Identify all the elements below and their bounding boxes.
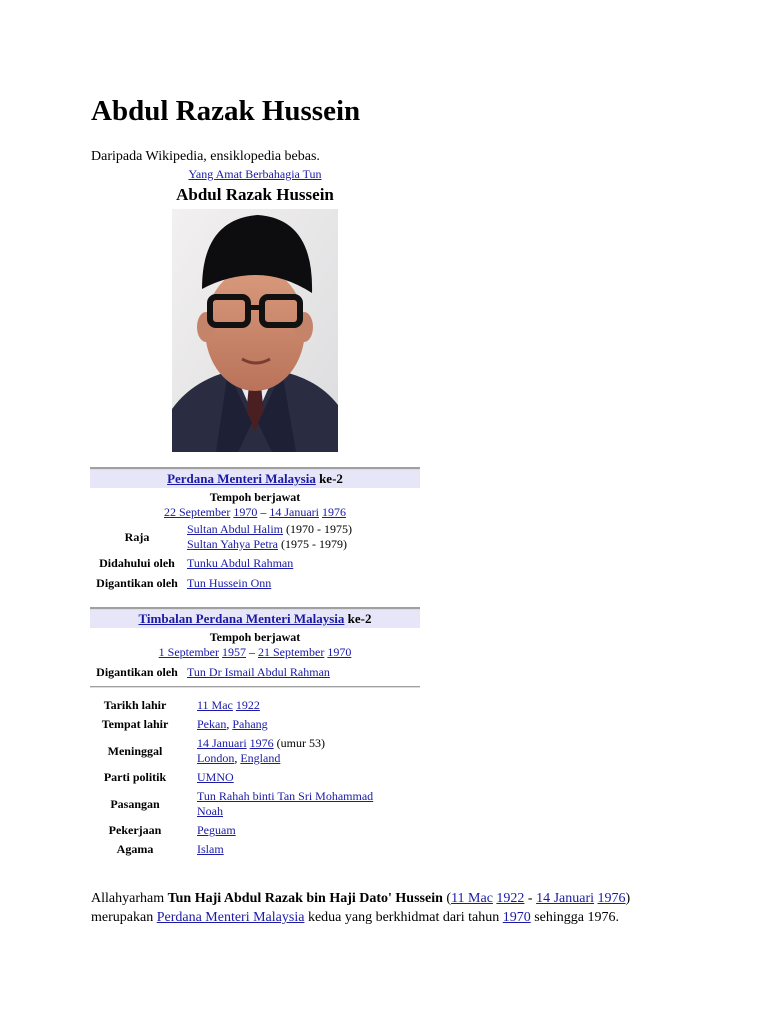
page-title: Abdul Razak Hussein — [91, 95, 361, 127]
raja-label: Raja — [124, 529, 150, 544]
infobox-name: Abdul Razak Hussein — [176, 185, 334, 204]
row-birthplace — [90, 717, 420, 732]
term-start-day-link[interactable]: 1 September — [158, 645, 219, 659]
term-label: Tempoh berjawat — [209, 630, 301, 644]
office-header-pm — [90, 470, 420, 488]
row-succeeded — [90, 576, 420, 591]
term-label: Tempoh berjawat — [209, 490, 301, 504]
preceded-link[interactable]: Tunku Abdul Rahman — [187, 556, 294, 570]
row-succeeded — [90, 665, 420, 680]
term-end-day-link[interactable]: 14 Januari — [269, 505, 319, 519]
intro-bold-name: Tun Haji Abdul Razak bin Haji Dato' Hussein — [167, 891, 443, 906]
intro-text: sehingga 1976. — [530, 910, 619, 925]
portrait-photo — [172, 209, 338, 452]
row-religion — [90, 842, 420, 857]
term-end-year-link[interactable]: 1970 — [327, 645, 352, 659]
intro-text: ) — [625, 891, 631, 906]
death-day-link[interactable]: 14 Januari — [197, 736, 247, 750]
row-birth — [90, 698, 420, 713]
office-ordinal: ke-2 — [319, 471, 343, 486]
intro-death-year-link[interactable]: 1976 — [597, 891, 626, 906]
intro-text: merupakan — [91, 910, 157, 925]
raja1-years: (1970 - 1975) — [286, 522, 352, 536]
intro-text: kedua yang berkhidmat dari tahun — [304, 910, 503, 925]
row-preceded — [90, 556, 420, 571]
row-death — [90, 736, 420, 766]
preceded-label: Didahului oleh — [99, 556, 175, 570]
term-end-day-link[interactable]: 21 September — [258, 645, 325, 659]
occupation-link[interactable]: Peguam — [197, 823, 236, 837]
birth-day-link[interactable]: 11 Mac — [197, 698, 233, 712]
term-start-year-link[interactable]: 1957 — [222, 645, 246, 659]
infobox — [90, 166, 420, 857]
intro-birth-year-link[interactable]: 1922 — [496, 891, 525, 906]
page-subtitle: Daripada Wikipedia, ensiklopedia bebas. — [91, 149, 320, 164]
office-link-pm[interactable]: Perdana Menteri Malaysia — [167, 471, 316, 486]
term-dates — [90, 505, 420, 520]
succeeded-link[interactable]: Tun Dr Ismail Abdul Rahman — [187, 665, 330, 679]
intro-pm-link[interactable]: Perdana Menteri Malaysia — [156, 910, 305, 925]
birthplace-state-link[interactable]: Pahang — [232, 717, 268, 731]
death-year-link[interactable]: 1976 — [249, 736, 274, 750]
religion-link[interactable]: Islam — [197, 842, 224, 856]
term-end-year-link[interactable]: 1976 — [321, 505, 346, 519]
infobox-divider — [90, 686, 420, 688]
term-start-day-link[interactable]: 22 September — [164, 505, 231, 519]
row-party — [90, 770, 420, 785]
intro-text: ( — [442, 891, 452, 906]
intro-birth-day-link[interactable]: 11 Mac — [451, 891, 493, 906]
row-spouse — [90, 789, 420, 819]
office-header-dpm — [90, 610, 420, 628]
succeeded-label: Digantikan oleh — [96, 665, 178, 679]
comma: , — [226, 717, 230, 731]
honorific-link[interactable]: Yang Amat Berbahagia Tun — [188, 167, 322, 181]
term-dash: – — [260, 505, 267, 519]
party-link[interactable]: UMNO — [197, 770, 234, 784]
birthplace-town-link[interactable]: Pekan — [197, 717, 227, 731]
party-label: Parti politik — [103, 770, 167, 784]
office-link-dpm[interactable]: Timbalan Perdana Menteri Malaysia — [138, 611, 345, 626]
birthplace-label: Tempat lahir — [101, 717, 169, 731]
intro-year-link[interactable]: 1970 — [502, 910, 531, 925]
occupation-label: Pekerjaan — [108, 823, 162, 837]
religion-label: Agama — [116, 842, 154, 856]
death-city-link[interactable]: London — [197, 751, 235, 765]
death-label: Meninggal — [107, 743, 163, 758]
birth-label: Tarikh lahir — [103, 698, 167, 712]
raja1-link[interactable]: Sultan Abdul Halim — [187, 522, 283, 536]
term-dates — [90, 645, 420, 660]
office-ordinal: ke-2 — [347, 611, 372, 626]
death-age: (umur 53) — [276, 736, 325, 750]
row-raja — [90, 522, 420, 552]
comma: , — [234, 751, 238, 765]
succeeded-label: Digantikan oleh — [96, 576, 178, 590]
spouse-link[interactable]: Tun Rahah binti Tan Sri Mohammad Noah — [197, 789, 374, 818]
raja2-years: (1975 - 1979) — [281, 537, 347, 551]
row-occupation — [90, 823, 420, 838]
death-country-link[interactable]: England — [240, 751, 281, 765]
raja2-link[interactable]: Sultan Yahya Petra — [187, 537, 278, 551]
term-dash: – — [249, 645, 255, 659]
birth-year-link[interactable]: 1922 — [235, 698, 260, 712]
intro-death-day-link[interactable]: 14 Januari — [536, 891, 595, 906]
spouse-label: Pasangan — [110, 796, 160, 811]
intro-text: - — [524, 891, 537, 906]
succeeded-link[interactable]: Tun Hussein Onn — [187, 576, 272, 590]
term-start-year-link[interactable]: 1970 — [233, 505, 258, 519]
intro-paragraph — [91, 889, 691, 927]
intro-text: Allahyarham — [91, 891, 168, 906]
